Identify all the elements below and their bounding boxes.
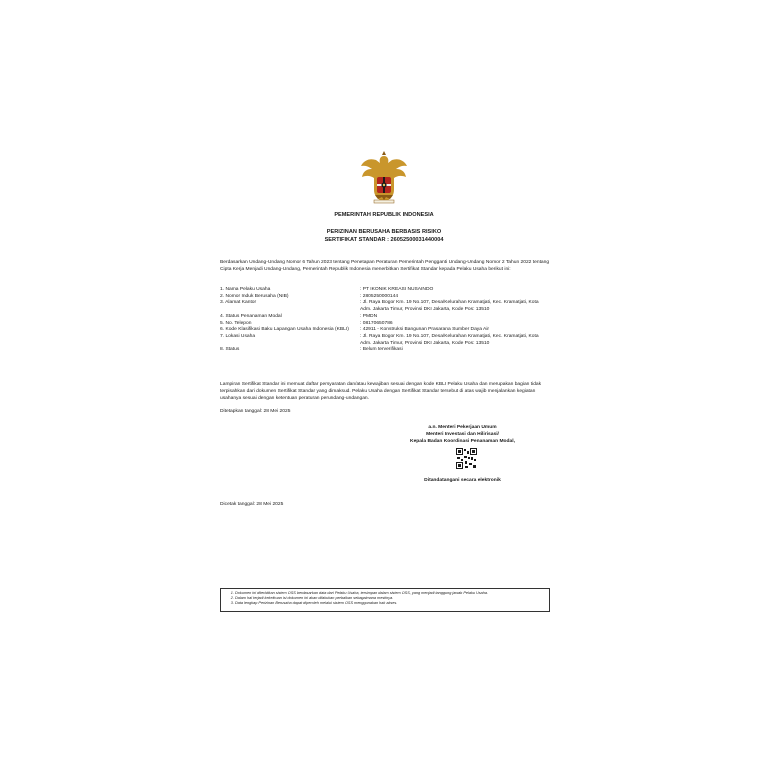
- field-value: : Jl. Raya Bogor Km. 19 No.107, Desa/Kelurahan Kramatjati, Kec. Kramatjati, Kota Adm. Jakarta Timur, Provinsi DKI Jakarta, Kode Pos: 13510: [360, 300, 539, 313]
- signatory-line: a.n. Menteri Pekerjaan Umum: [428, 425, 497, 430]
- printed-date: Dicetak tanggal: 28 Mei 2025: [220, 502, 284, 507]
- field-label: 5. No. Telepon: [220, 320, 252, 326]
- business-details: [220, 287, 550, 354]
- field-row: [220, 327, 550, 334]
- attachment-note: Lampiran Sertifikat Standar ini memuat daftar persyaratan dan/atau kewajiban sesuai dengan kode KBLI Pelaku Usaha dan merupakan bagian tidak terpisahkan dari dokumen Sertifikat Standar yang dimaksud. Pelaku Usaha dengan Sertifikat Standar tersebut di atas wajib menjalankan kegiatan usahanya sesuai dengan ketentuan peraturan perundang-undangan.: [220, 382, 542, 402]
- field-row: [220, 300, 550, 313]
- signatory-line: Kepala Badan Koordinasi Penanaman Modal,: [410, 439, 515, 444]
- garuda-emblem-icon: [360, 150, 408, 204]
- field-row: [220, 347, 550, 354]
- qr-code-icon: [456, 448, 477, 469]
- footnote-item: 2. Dalam hal terjadi kekeliruan isi dokumen ini akan dilakukan perbaikan sebagaimana mestinya.: [235, 596, 545, 601]
- field-label: 2. Nomor Induk Berusaha (NIB): [220, 293, 289, 299]
- field-value: : PT IKONIK KREASI NUSAINDO: [360, 287, 434, 292]
- field-value: : Jl. Raya Bogor Km. 19 No.107, Desa/Kelurahan Kramatjati, Kec. Kramatjati, Kota Adm. Jakarta Timur, Provinsi DKI Jakarta, Kode Pos: 13510: [360, 333, 539, 346]
- certificate-number: SERTIFIKAT STANDAR : 26052500031440004: [324, 237, 444, 243]
- government-heading: PEMERINTAH REPUBLIK INDONESIA: [334, 212, 434, 218]
- field-label: 4. Status Penanaman Modal: [220, 313, 282, 319]
- footnote-item: 3. Data lengkap Perizinan Berusaha dapat diperoleh melalui sistem OSS menggunakan hak akses.: [235, 601, 545, 606]
- field-label: 3. Alamat Kantor: [220, 300, 257, 306]
- field-label: 8. Status: [220, 347, 240, 353]
- field-row: [220, 334, 550, 347]
- document-title: PERIZINAN BERUSAHA BERBASIS RISIKO: [326, 229, 442, 235]
- field-row: [220, 314, 550, 321]
- field-label: 7. Lokasi Usaha: [220, 333, 256, 339]
- field-value: : Belum terverifikasi: [360, 347, 403, 353]
- issued-date: Ditetapkan tanggal: 28 Mei 2025: [220, 409, 291, 414]
- signatory-line: Menteri Investasi dan Hilirisasi/: [426, 432, 499, 437]
- electronic-signature-note: Ditandatangani secara elektronik: [424, 478, 501, 483]
- field-value: : 2805250000144: [360, 293, 399, 299]
- footnote-item: 1. Dokumen ini diterbitkan sistem OSS berdasarkan data dari Pelaku Usaha, tersimpan dalam sistem OSS, yang menjadi tanggung jawab Pelaku Usaha.: [235, 591, 545, 596]
- field-value: : 08170650786: [360, 320, 393, 326]
- footnotes-box: [220, 588, 550, 612]
- signatory-block: [380, 424, 545, 445]
- field-label: 6. Kode Klasifikasi Baku Lapangan Usaha Indonesia (KBLI): [220, 327, 349, 333]
- field-value: : PMDN: [360, 313, 378, 319]
- field-label: 1. Nama Pelaku Usaha: [220, 287, 271, 292]
- field-row: [220, 287, 550, 294]
- field-value: : 42911 - Konstruksi Bangunan Prasarana Sumber Daya Air: [360, 327, 490, 333]
- intro-paragraph: Berdasarkan Undang-Undang Nomor 6 Tahun 2023 tentang Penetapan Peraturan Pemerintah Pengganti Undang-Undang Nomor 2 Tahun 2022 tentang Cipta Kerja Menjadi Undang-Undang, Pemerintah Republik Indonesia menerbitkan Sertifikat Standar kepada Pelaku Usaha berikut ini:: [220, 260, 550, 273]
